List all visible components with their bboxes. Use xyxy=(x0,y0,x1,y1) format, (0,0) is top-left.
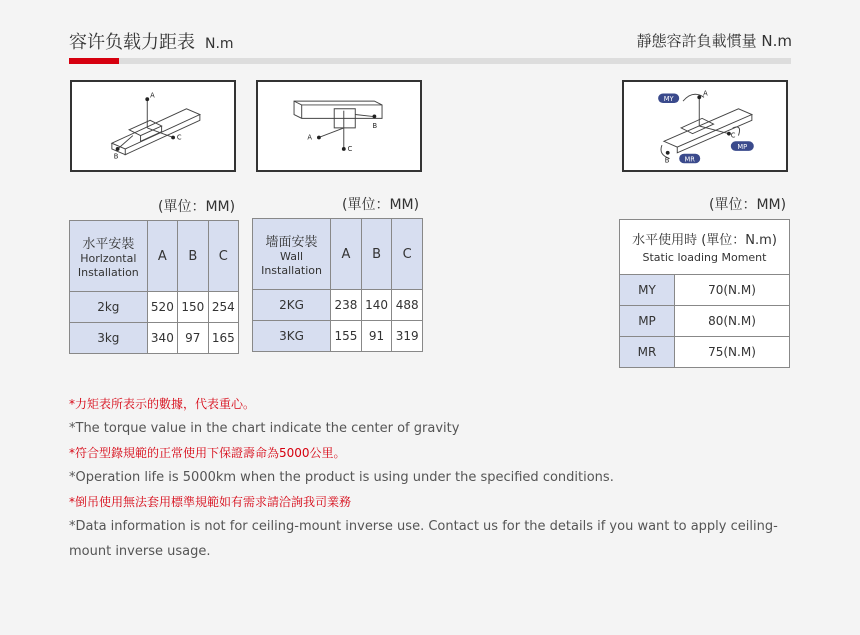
diagram-label-b: B xyxy=(113,152,119,161)
badge-mr: MR xyxy=(684,155,695,164)
value-cell: 91 xyxy=(361,321,392,352)
horizontal-header-en1: Horlzontal xyxy=(80,251,137,265)
table-row xyxy=(70,292,239,323)
page-title xyxy=(69,28,234,54)
static-title: 靜態容許負載慣量 N.m xyxy=(636,32,792,50)
note-en-gravity: *The torque value in the chart indicate the center of gravity xyxy=(69,420,460,436)
horizontal-installation-diagram xyxy=(70,80,236,172)
static-header-en: Static loading Moment xyxy=(642,251,767,264)
diagram-label-c: C xyxy=(730,131,736,140)
horizontal-header-cell xyxy=(70,221,148,292)
value-cell: 238 xyxy=(331,290,362,321)
horizontal-unit-label: (單位：MM) xyxy=(158,199,236,215)
divider-accent xyxy=(69,58,119,64)
table-row xyxy=(620,306,790,337)
value-cell: 150 xyxy=(178,292,208,323)
note-zh-gravity: *力矩表所表示的數據，代表重心。 xyxy=(69,397,256,411)
row-label: MR xyxy=(620,337,675,368)
horizontal-header-en2: Installation xyxy=(77,265,139,279)
wall-installation-diagram xyxy=(256,80,422,172)
horizontal-installation-table xyxy=(69,220,239,354)
value-cell: 80(N.M) xyxy=(675,306,790,337)
column-header-a: A xyxy=(147,221,177,292)
row-label: 3KG xyxy=(253,321,331,352)
static-unit-label: (單位：MM) xyxy=(709,197,787,213)
diagram-label-c: C xyxy=(176,133,182,142)
table-row xyxy=(253,290,423,321)
diagram-label-b: B xyxy=(372,121,378,130)
static-header-zh: 水平使用時 (單位：N.m) xyxy=(632,233,777,248)
value-cell: 155 xyxy=(331,321,362,352)
badge-my: MY xyxy=(663,95,674,104)
diagram-label-b: B xyxy=(664,156,670,165)
diagram-label-a: A xyxy=(703,89,708,98)
table-row xyxy=(70,323,239,354)
table-row xyxy=(253,321,423,352)
value-cell: 70(N.M) xyxy=(675,275,790,306)
value-cell: 319 xyxy=(392,321,423,352)
horizontal-header-zh: 水平安裝 xyxy=(82,236,135,252)
value-cell: 75(N.M) xyxy=(675,337,790,368)
wall-header-en1: Wall xyxy=(280,249,304,263)
row-label: MP xyxy=(620,306,675,337)
title-divider xyxy=(69,58,791,64)
column-header-b: B xyxy=(361,219,392,290)
value-cell: 488 xyxy=(392,290,423,321)
row-label: MY xyxy=(620,275,675,306)
value-cell: 140 xyxy=(361,290,392,321)
static-moment-table xyxy=(619,219,790,368)
page-title-text: 容许负载力距表 xyxy=(69,32,195,53)
diagram-label-a: A xyxy=(150,91,155,100)
table-row xyxy=(620,275,790,306)
value-cell: 254 xyxy=(208,292,238,323)
badge-mp: MP xyxy=(737,142,748,151)
note-en-inverse: *Data information is not for ceiling-mount inverse use. Contact us for the details if you want to apply ceiling-mount inverse usage. xyxy=(69,518,778,559)
wall-installation-table xyxy=(252,218,423,352)
notes-section xyxy=(69,392,789,564)
column-header-b: B xyxy=(178,221,208,292)
wall-header-zh: 墻面安裝 xyxy=(265,234,318,250)
page-title-unit: N.m xyxy=(205,36,234,52)
column-header-c: C xyxy=(392,219,423,290)
table-row xyxy=(620,337,790,368)
wall-header-en2: Installation xyxy=(261,263,323,277)
diagram-label-c: C xyxy=(347,144,353,153)
note-en-life: *Operation life is 5000km when the product is using under the specified conditions. xyxy=(69,469,614,485)
diagram-label-a: A xyxy=(307,133,313,142)
row-label: 3kg xyxy=(70,323,148,354)
wall-header-cell xyxy=(253,219,331,290)
value-cell: 520 xyxy=(147,292,177,323)
column-header-c: C xyxy=(208,221,238,292)
note-zh-inverse: *倒吊使用無法套用標準規範如有需求請洽詢我司業務 xyxy=(69,495,352,510)
static-header-cell xyxy=(620,220,790,275)
column-header-a: A xyxy=(331,219,362,290)
value-cell: 165 xyxy=(208,323,238,354)
note-zh-life: *符合型錄規範的正常使用下保證壽命為5000公里。 xyxy=(69,446,346,461)
value-cell: 340 xyxy=(147,323,177,354)
value-cell: 97 xyxy=(178,323,208,354)
row-label: 2KG xyxy=(253,290,331,321)
wall-unit-label: (單位：MM) xyxy=(342,197,420,213)
static-moment-diagram xyxy=(622,80,788,172)
row-label: 2kg xyxy=(70,292,148,323)
